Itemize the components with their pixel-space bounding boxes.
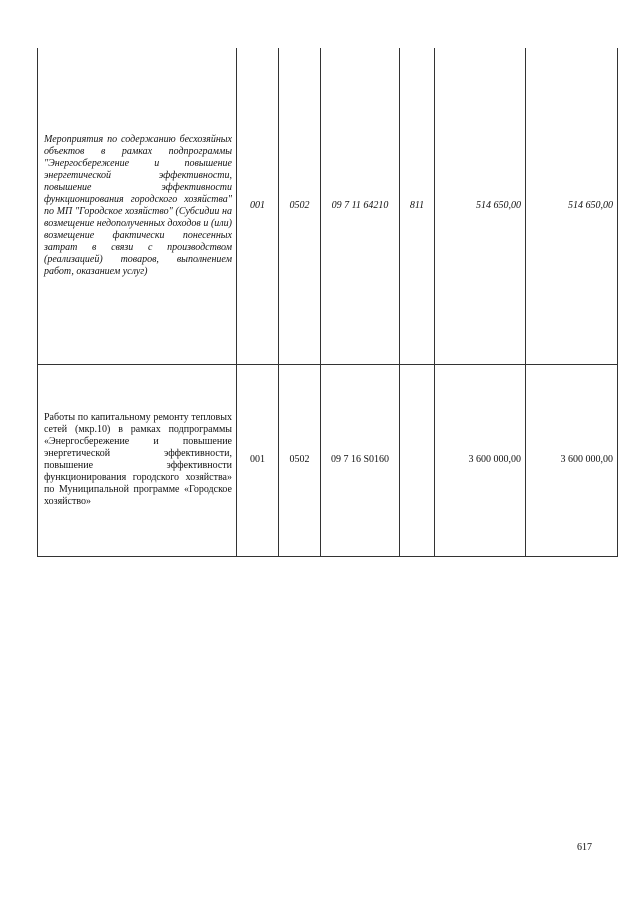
cell-sum-1: 3 600 000,00 [435, 364, 526, 556]
budget-table [37, 48, 618, 557]
cell-vr [400, 364, 435, 556]
row-description: Мероприятия по содержанию бесхозяйных объектов в рамках подпрограммы "Энергосбережение и повышение энергетической эффективности, повышение эффективности функционирования городского хозяйства" по МП "Городское хозяйство" (Субсидии на возмещение недополученных доходов и (или) возмещение фактически понесенных затрат в связи с производством (реализацией) товаров, выполнением работ, оказанием услуг) [38, 48, 237, 364]
cell-ved: 001 [237, 48, 279, 364]
page-number: 617 [577, 842, 592, 853]
cell-vr: 811 [400, 48, 435, 364]
cell-sum-2: 514 650,00 [526, 48, 618, 364]
table-row [38, 48, 618, 364]
table-row [38, 364, 618, 556]
cell-ved: 001 [237, 364, 279, 556]
cell-sum-2: 3 600 000,00 [526, 364, 618, 556]
cell-razdel: 0502 [279, 364, 321, 556]
cell-csr: 09 7 11 64210 [321, 48, 400, 364]
cell-sum-1: 514 650,00 [435, 48, 526, 364]
row-description: Работы по капитальному ремонту тепловых сетей (мкр.10) в рамках подпрограммы «Энергосбережение и повышение энергетической эффективности, повышение эффективности функционирования городского хозяйства» по Муниципальной программе «Городское хозяйство» [38, 364, 237, 556]
cell-razdel: 0502 [279, 48, 321, 364]
cell-csr: 09 7 16 S0160 [321, 364, 400, 556]
